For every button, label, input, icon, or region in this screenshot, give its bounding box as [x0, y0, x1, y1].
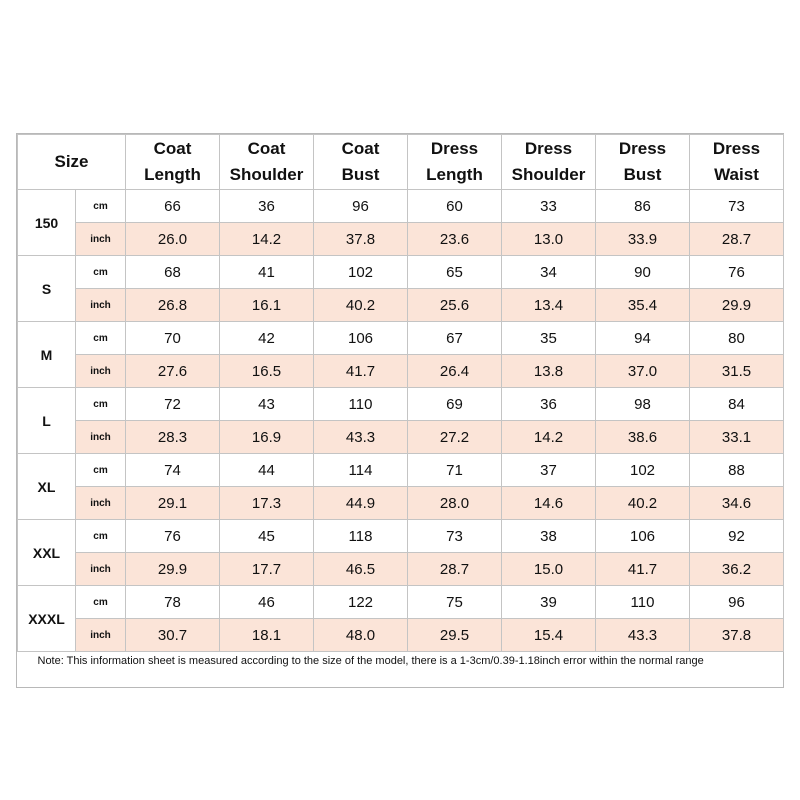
size-chart [16, 133, 784, 688]
unit-label: inch [76, 553, 126, 586]
table-cell: 28.3 [126, 421, 220, 454]
column-header: Coat Length [126, 135, 220, 190]
table-cell: 36 [502, 388, 596, 421]
table-cell: 86 [596, 190, 690, 223]
table-cell: 73 [408, 520, 502, 553]
table-cell: 96 [690, 586, 784, 619]
table-cell: 37.0 [596, 355, 690, 388]
table-row [18, 586, 784, 619]
table-cell: 102 [314, 256, 408, 289]
table-cell: 94 [596, 322, 690, 355]
table-cell: 31.5 [690, 355, 784, 388]
table-cell: 14.2 [502, 421, 596, 454]
table-row [18, 256, 784, 289]
table-cell: 15.4 [502, 619, 596, 652]
table-cell: 13.0 [502, 223, 596, 256]
table-cell: 36 [220, 190, 314, 223]
table-cell: 84 [690, 388, 784, 421]
table-cell: 34.6 [690, 487, 784, 520]
table-row [18, 421, 784, 454]
size-label: XXXL [18, 586, 76, 652]
column-header: Coat Bust [314, 135, 408, 190]
table-cell: 65 [408, 256, 502, 289]
table-cell: 29.1 [126, 487, 220, 520]
table-cell: 88 [690, 454, 784, 487]
unit-label: inch [76, 487, 126, 520]
table-row [18, 289, 784, 322]
table-cell: 67 [408, 322, 502, 355]
table-cell: 46.5 [314, 553, 408, 586]
table-row [18, 619, 784, 652]
table-cell: 16.5 [220, 355, 314, 388]
table-cell: 14.6 [502, 487, 596, 520]
table-cell: 18.1 [220, 619, 314, 652]
table-cell: 37.8 [314, 223, 408, 256]
table-cell: 38 [502, 520, 596, 553]
table-cell: 29.5 [408, 619, 502, 652]
size-label: M [18, 322, 76, 388]
unit-label: cm [76, 454, 126, 487]
column-header: Dress Length [408, 135, 502, 190]
table-cell: 33.1 [690, 421, 784, 454]
table-cell: 106 [314, 322, 408, 355]
table-cell: 38.6 [596, 421, 690, 454]
unit-label: inch [76, 289, 126, 322]
size-table [17, 134, 784, 689]
table-cell: 110 [314, 388, 408, 421]
table-cell: 76 [690, 256, 784, 289]
table-cell: 17.3 [220, 487, 314, 520]
table-cell: 122 [314, 586, 408, 619]
table-cell: 33 [502, 190, 596, 223]
unit-label: cm [76, 322, 126, 355]
table-cell: 114 [314, 454, 408, 487]
table-cell: 78 [126, 586, 220, 619]
table-row [18, 322, 784, 355]
table-row [18, 553, 784, 586]
table-cell: 41.7 [314, 355, 408, 388]
size-label: S [18, 256, 76, 322]
table-cell: 69 [408, 388, 502, 421]
table-cell: 74 [126, 454, 220, 487]
table-cell: 28.7 [408, 553, 502, 586]
table-cell: 29.9 [690, 289, 784, 322]
table-cell: 98 [596, 388, 690, 421]
unit-label: inch [76, 421, 126, 454]
unit-label: cm [76, 520, 126, 553]
table-cell: 73 [690, 190, 784, 223]
table-cell: 14.2 [220, 223, 314, 256]
unit-label: cm [76, 190, 126, 223]
unit-label: inch [76, 355, 126, 388]
table-row [18, 388, 784, 421]
table-cell: 25.6 [408, 289, 502, 322]
size-label: XL [18, 454, 76, 520]
table-cell: 27.2 [408, 421, 502, 454]
table-cell: 66 [126, 190, 220, 223]
table-cell: 70 [126, 322, 220, 355]
table-cell: 118 [314, 520, 408, 553]
column-header: Coat Shoulder [220, 135, 314, 190]
table-cell: 29.9 [126, 553, 220, 586]
table-row [18, 487, 784, 520]
table-cell: 33.9 [596, 223, 690, 256]
table-cell: 23.6 [408, 223, 502, 256]
table-cell: 75 [408, 586, 502, 619]
table-body [18, 190, 784, 652]
table-cell: 16.1 [220, 289, 314, 322]
header-row [18, 135, 784, 190]
table-row [18, 223, 784, 256]
table-cell: 71 [408, 454, 502, 487]
table-cell: 45 [220, 520, 314, 553]
table-cell: 28.0 [408, 487, 502, 520]
unit-label: cm [76, 256, 126, 289]
table-cell: 41.7 [596, 553, 690, 586]
table-cell: 28.7 [690, 223, 784, 256]
unit-label: inch [76, 223, 126, 256]
table-cell: 26.8 [126, 289, 220, 322]
table-cell: 48.0 [314, 619, 408, 652]
table-cell: 42 [220, 322, 314, 355]
table-cell: 36.2 [690, 553, 784, 586]
size-label: 150 [18, 190, 76, 256]
table-cell: 40.2 [596, 487, 690, 520]
table-cell: 39 [502, 586, 596, 619]
note-text: Note: This information sheet is measured according to the size of the model, there is a 1-3cm/0.39-1.18inch error within the normal range [18, 652, 784, 690]
size-header: Size [18, 135, 126, 190]
table-cell: 17.7 [220, 553, 314, 586]
table-cell: 44 [220, 454, 314, 487]
table-cell: 80 [690, 322, 784, 355]
unit-label: inch [76, 619, 126, 652]
table-cell: 68 [126, 256, 220, 289]
table-cell: 72 [126, 388, 220, 421]
table-cell: 40.2 [314, 289, 408, 322]
column-header: Dress Shoulder [502, 135, 596, 190]
table-cell: 34 [502, 256, 596, 289]
table-cell: 44.9 [314, 487, 408, 520]
table-cell: 60 [408, 190, 502, 223]
table-cell: 35.4 [596, 289, 690, 322]
table-cell: 13.8 [502, 355, 596, 388]
table-row [18, 190, 784, 223]
table-cell: 90 [596, 256, 690, 289]
table-cell: 26.4 [408, 355, 502, 388]
table-cell: 41 [220, 256, 314, 289]
table-cell: 46 [220, 586, 314, 619]
table-cell: 76 [126, 520, 220, 553]
table-row [18, 355, 784, 388]
size-label: L [18, 388, 76, 454]
unit-label: cm [76, 586, 126, 619]
table-cell: 43.3 [314, 421, 408, 454]
table-cell: 26.0 [126, 223, 220, 256]
table-cell: 110 [596, 586, 690, 619]
table-cell: 96 [314, 190, 408, 223]
column-header: Dress Waist [690, 135, 784, 190]
column-header: Dress Bust [596, 135, 690, 190]
table-cell: 16.9 [220, 421, 314, 454]
table-cell: 37 [502, 454, 596, 487]
table-cell: 43.3 [596, 619, 690, 652]
table-cell: 106 [596, 520, 690, 553]
size-label: XXL [18, 520, 76, 586]
table-cell: 92 [690, 520, 784, 553]
table-row [18, 520, 784, 553]
unit-label: cm [76, 388, 126, 421]
table-cell: 37.8 [690, 619, 784, 652]
table-cell: 43 [220, 388, 314, 421]
table-cell: 30.7 [126, 619, 220, 652]
table-cell: 102 [596, 454, 690, 487]
note-row [18, 652, 784, 690]
table-row [18, 454, 784, 487]
table-cell: 13.4 [502, 289, 596, 322]
table-cell: 27.6 [126, 355, 220, 388]
table-cell: 35 [502, 322, 596, 355]
table-cell: 15.0 [502, 553, 596, 586]
